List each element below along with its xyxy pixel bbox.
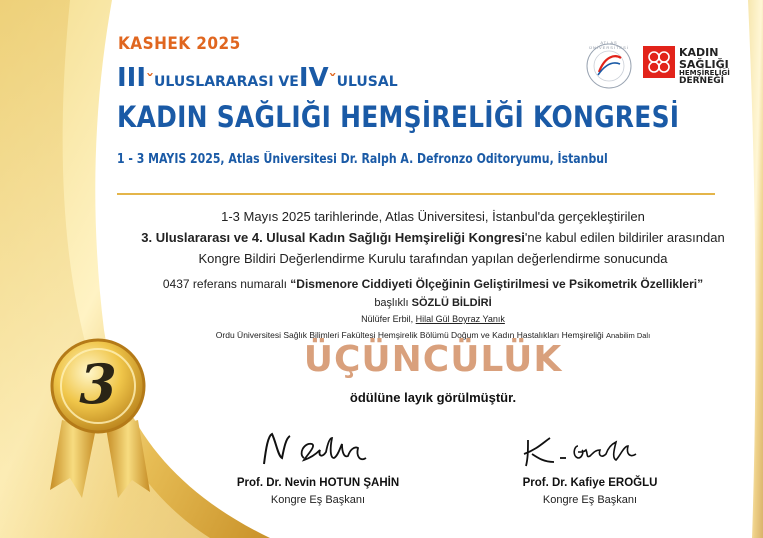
atlas-university-seal xyxy=(585,42,633,90)
ref-prefix: 0437 referans numaralı xyxy=(162,277,291,291)
reference-line xyxy=(128,277,738,291)
atlas-seal-text: ATLAS ÜNİVERSİTESİ xyxy=(589,40,629,50)
dates-venue: 1 - 3 MAYIS 2025, Atlas Üniversitesi Dr. Ralph A. Defronzo Oditoryumu, İstanbul xyxy=(117,152,608,167)
type-prefix: başlıklı xyxy=(374,297,412,309)
signatory-2-role: Kongre Eş Başkanı xyxy=(542,494,638,506)
signatory-1-name: Prof. Dr. Nevin HOTUN ŞAHİN xyxy=(236,477,400,489)
congress-name: 3. Uluslararası ve 4. Ulusal Kadın Sağlığı Hemşireliği Kongresi xyxy=(141,230,525,245)
intl-word: ULUSLARARASI VE xyxy=(154,74,299,90)
roman-natl: IV xyxy=(298,63,329,93)
medal-number: 3 xyxy=(79,352,117,416)
signatory-1-role: Kongre Eş Başkanı xyxy=(270,494,366,506)
affiliation-small: Anabilim Dalı xyxy=(606,331,651,340)
signature-2-graphic xyxy=(520,432,660,472)
award-title: ÜÇÜNCÜLÜK xyxy=(303,339,563,380)
body-line-3: Kongre Bildiri Değerlendirme Kurulu tarafından yapılan değerlendirme sonucunda xyxy=(198,251,668,266)
natl-word: ULUSAL xyxy=(336,74,398,90)
signature-1-graphic xyxy=(258,428,378,476)
assoc-line1: KADIN xyxy=(679,46,719,59)
assoc-line4: DERNEĞİ xyxy=(679,76,724,87)
presentation-type: SÖZLÜ BİLDİRİ xyxy=(411,297,492,309)
affiliation: Ordu Üniversitesi Sağlık Bilimleri Fakültesi Hemşirelik Bölümü Doğum ve Kadın Hastalıkları Hemşireliği xyxy=(215,330,604,340)
signatory-2-name: Prof. Dr. Kafiye EROĞLU xyxy=(522,477,658,489)
body-line-2 xyxy=(128,230,738,245)
header-divider xyxy=(117,193,715,195)
body-line-1: 1-3 Mayıs 2025 tarihlerinde, Atlas Üniversitesi, İstanbul'da gerçekleştirilen xyxy=(221,209,645,224)
roman-intl: III xyxy=(117,63,147,93)
assoc-line2: SAĞLIĞI xyxy=(679,57,729,71)
author-2: Hilal Gül Boyraz Yanık xyxy=(415,314,505,324)
body-line-2-rest: 'ne kabul edilen bildiriler arasından xyxy=(524,230,725,245)
assoc-line3: HEMŞİRELİĞİ xyxy=(679,69,730,78)
award-subtitle: ödülüne layık görülmüştür. xyxy=(349,390,517,405)
congress-title: KADIN SAĞLIĞI HEMŞİRELİĞİ KONGRESİ xyxy=(117,100,680,134)
congress-edition-line: IIIˇULUSLARARASI VEIVˇULUSAL xyxy=(117,63,398,93)
authors-line xyxy=(128,314,738,324)
paper-title: “Dismenore Ciddiyeti Ölçeğinin Geliştirilmesi ve Psikometrik Özellikleri” xyxy=(290,277,704,291)
author-1: Nülüfer Erbil, xyxy=(361,314,414,324)
presentation-type-line xyxy=(128,297,738,309)
association-emblem-icon xyxy=(643,46,675,78)
event-code: KASHEK 2025 xyxy=(118,34,241,54)
